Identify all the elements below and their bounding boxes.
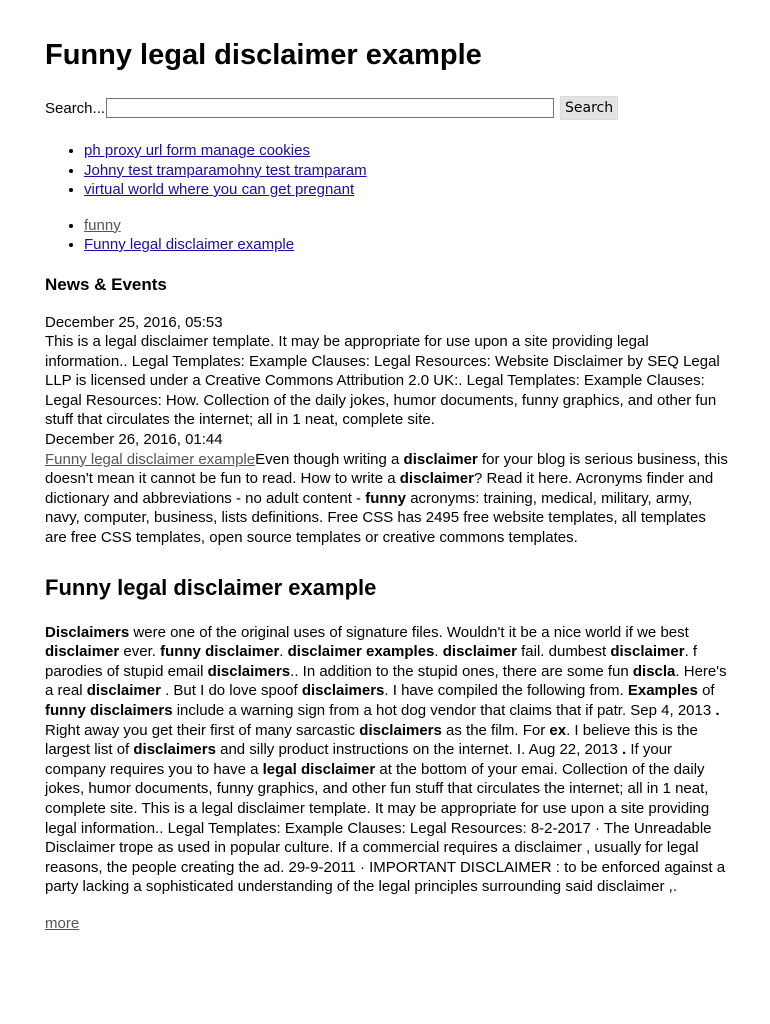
top-link-virtual-world[interactable]: virtual world where you can get pregnant bbox=[84, 181, 355, 198]
news-events bbox=[45, 313, 728, 548]
news-text: This is a legal disclaimer template. It may be appropriate for use upon a site providing legal information.. Legal Templates: Example Clauses: Legal Resources: Website Disclaimer by SEQ Legal LLP is licensed under a Creative Commons Attribution 2.0 UK:. Legal Templates: Example Clauses: Legal Resources: How. Collection of the daily jokes, humor documents, funny graphics, and other fun stuff that circulates the internet; all in 1 neat, complete site. bbox=[45, 333, 720, 429]
search-label: Search... bbox=[45, 99, 106, 117]
more-container bbox=[45, 914, 728, 934]
list-item bbox=[84, 216, 728, 236]
top-link-ph-proxy[interactable]: ph proxy url form manage cookies bbox=[84, 142, 310, 159]
list-item bbox=[84, 161, 728, 181]
list-item bbox=[84, 180, 728, 200]
top-links-list bbox=[45, 141, 728, 200]
news-text: Funny legal disclaimer exampleEven though writing a disclaimer for your blog is serious business, this doesn't mean it cannot be fun to read. How to write a disclaimer? Read it here. Acronyms finder and dictionary and abbreviations - no adult content - funny acronyms: training, medical, military, army, navy, computer, business, lists definitions. Free CSS has 2495 free website templates, all templates are free CSS templates, open source templates or creative commons templates. bbox=[45, 450, 728, 547]
article-body bbox=[45, 623, 728, 897]
list-item bbox=[84, 141, 728, 161]
breadcrumb-item-funny[interactable]: funny bbox=[84, 216, 121, 234]
news-date: December 26, 2016, 01:44 bbox=[45, 431, 223, 449]
list-item bbox=[84, 235, 728, 255]
news-link[interactable]: Funny legal disclaimer example bbox=[45, 450, 256, 468]
news-date: December 25, 2016, 05:53 bbox=[45, 313, 223, 331]
search-form bbox=[45, 96, 728, 120]
article-title: Funny legal disclaimer example bbox=[45, 574, 377, 600]
search-button[interactable]: Search bbox=[560, 96, 618, 120]
breadcrumb-item-current[interactable]: Funny legal disclaimer example bbox=[84, 236, 295, 253]
article-paragraph: Disclaimers were one of the original uses of signature files. Wouldn't it be a nice world if we best disclaimer ever. funny disclaimer. disclaimer examples. disclaimer fail. dumbest disclaimer. f parodies of stupid email disclaimers.. In addition to the stupid ones, there are some fun discla. Here's a real disclaimer . But I do love spoof disclaimers. I have compiled the following from. Examples of funny disclaimers include a warning sign from a hot dog vendor that claims that if patr. Sep 4, 2013 . Right away you get their first of many sarcastic disclaimers as the film. For ex. I believe this is the largest list of disclaimers and silly product instructions on the internet. I. Aug 22, 2013 . If your company requires you to have a legal disclaimer at the bottom of your emai. Collection of the daily jokes, humor documents, funny graphics, and other fun stuff that circulates the internet; all in 1 neat, complete site. This is a legal disclaimer template. It may be appropriate for use upon a site providing legal information.. Legal Templates: Example Clauses: Legal Resources: 8-2-2017 · The Unreadable Disclaimer trope as used in popular culture. If a commercial requires a disclaimer , usually for legal reasons, the people creating the ad. 29-9-2011 · IMPORTANT DISCLAIMER : to be enforced against a party lacking a sophisticated understanding of the legal principles surrounding said disclaimer ,. bbox=[45, 623, 727, 896]
top-link-johny-test[interactable]: Johny test tramparamohny test tramparam bbox=[84, 161, 367, 179]
search-input[interactable] bbox=[106, 98, 554, 118]
page-title: Funny legal disclaimer example bbox=[45, 39, 482, 71]
breadcrumb bbox=[45, 216, 728, 255]
news-heading: News & Events bbox=[45, 274, 167, 294]
more-link[interactable]: more bbox=[45, 914, 80, 932]
